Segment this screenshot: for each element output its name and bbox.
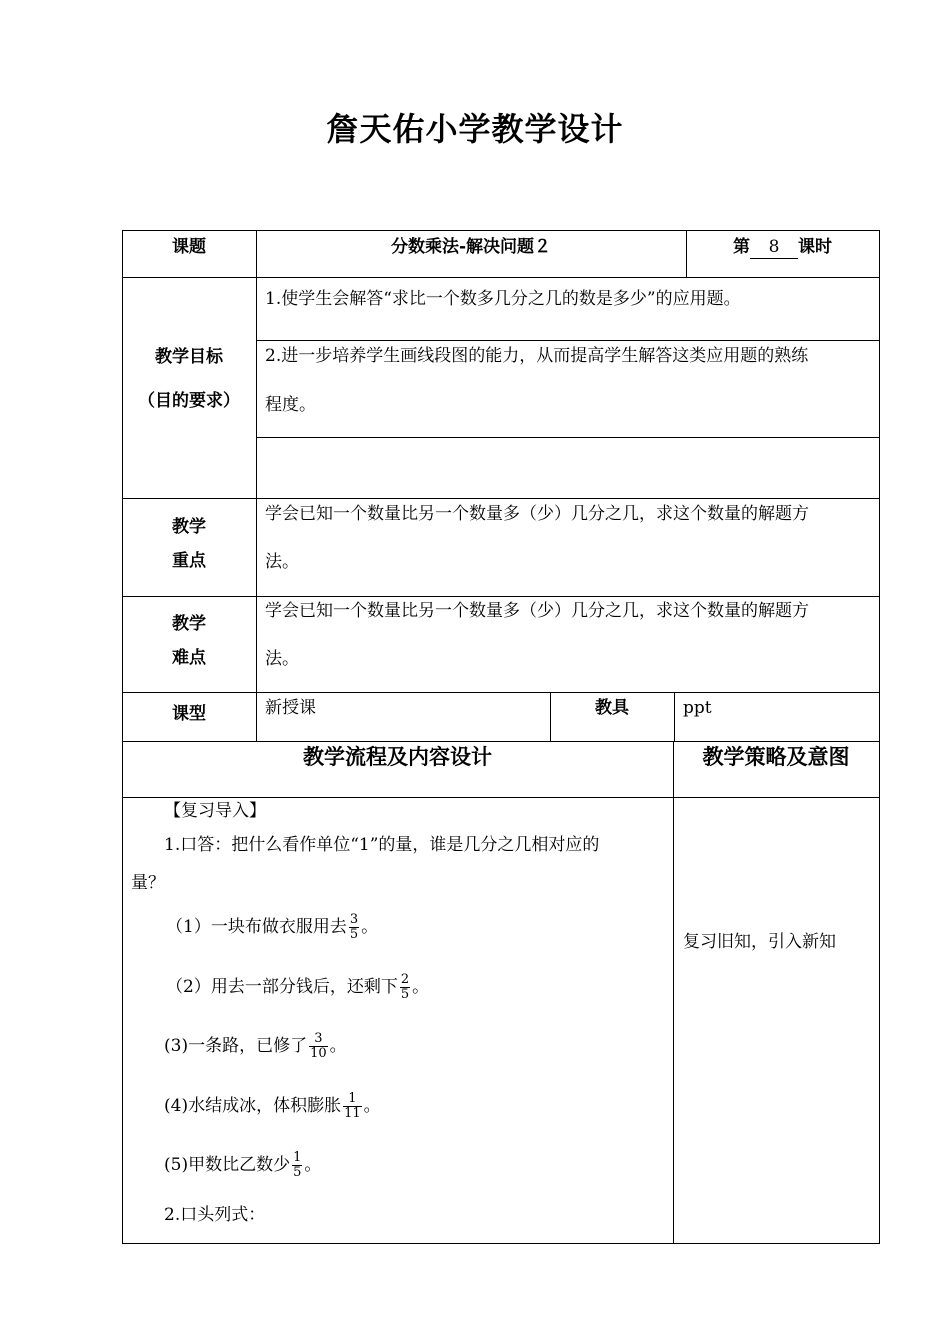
difficulty-label-2: 难点	[172, 648, 206, 668]
difficulty-line2: 法。	[265, 649, 299, 669]
lesson-number-cell	[686, 236, 879, 259]
fraction: $\frac{3}{10}$	[310, 1030, 327, 1061]
lesson-type-value: 新授课	[265, 698, 316, 718]
key-point-label-2: 重点	[172, 551, 206, 571]
list-item: (4)水结成冰，体积膨胀 $\frac{1}{11}$ 。	[164, 1090, 381, 1121]
list-item: （1）一块布做衣服用去 $\frac{3}{5}$ 。	[166, 911, 379, 942]
goal-item-1: 1.使学生会解答“求比一个数多几分之几的数是多少”的应用题。	[265, 289, 741, 309]
lesson-number: 8	[750, 236, 798, 259]
flow-header-right: 教学策略及意图	[702, 745, 850, 769]
difficulty-line1: 学会已知一个数量比另一个数量多（少）几分之几，求这个数量的解题方	[265, 601, 809, 621]
fraction: $\frac{1}{11}$	[344, 1090, 361, 1121]
goal-item-2-line2: 程度。	[265, 395, 316, 415]
topic-label: 课题	[172, 237, 206, 257]
fraction: $\frac{3}{5}$	[349, 911, 359, 942]
key-point-line2: 法。	[265, 552, 299, 572]
flow-header-left: 教学流程及内容设计	[303, 745, 492, 769]
fraction: $\frac{1}{5}$	[293, 1149, 302, 1180]
question-1-line1: 1.口答：把什么看作单位“1”的量，谁是几分之几相对应的	[164, 835, 600, 855]
tools-label: 教具	[595, 698, 629, 718]
lesson-type-label: 课型	[172, 704, 206, 724]
fraction: $\frac{2}{5}$	[400, 971, 410, 1002]
key-point-label: 教学	[172, 517, 206, 537]
section-title: 【复习导入】	[164, 801, 266, 821]
tools-value: ppt	[683, 698, 712, 718]
key-point-line1: 学会已知一个数量比另一个数量多（少）几分之几，求这个数量的解题方	[265, 504, 809, 524]
question-1-line2: 量？	[131, 873, 165, 893]
lesson-suffix: 课时	[798, 237, 832, 257]
goal-item-2-line1: 2.进一步培养学生画线段图的能力，从而提高学生解答这类应用题的熟练	[265, 346, 809, 366]
list-item: (5)甲数比乙数少 $\frac{1}{5}$ 。	[164, 1149, 322, 1180]
topic-value: 分数乘法-解决问题２	[390, 237, 552, 257]
strategy-text: 复习旧知，引入新知	[683, 932, 836, 952]
list-item: (3)一条路，已修了 $\frac{3}{10}$ 。	[164, 1030, 347, 1061]
lesson-prefix: 第	[733, 237, 750, 257]
question-2: 2.口头列式：	[164, 1205, 266, 1225]
difficulty-label: 教学	[172, 614, 206, 634]
goals-sublabel: （目的要求）	[138, 391, 240, 411]
list-item: （2）用去一部分钱后，还剩下 $\frac{2}{5}$ 。	[166, 971, 430, 1002]
goals-label: 教学目标	[155, 347, 223, 367]
page-title: 詹天佑小学教学设计	[326, 110, 624, 148]
